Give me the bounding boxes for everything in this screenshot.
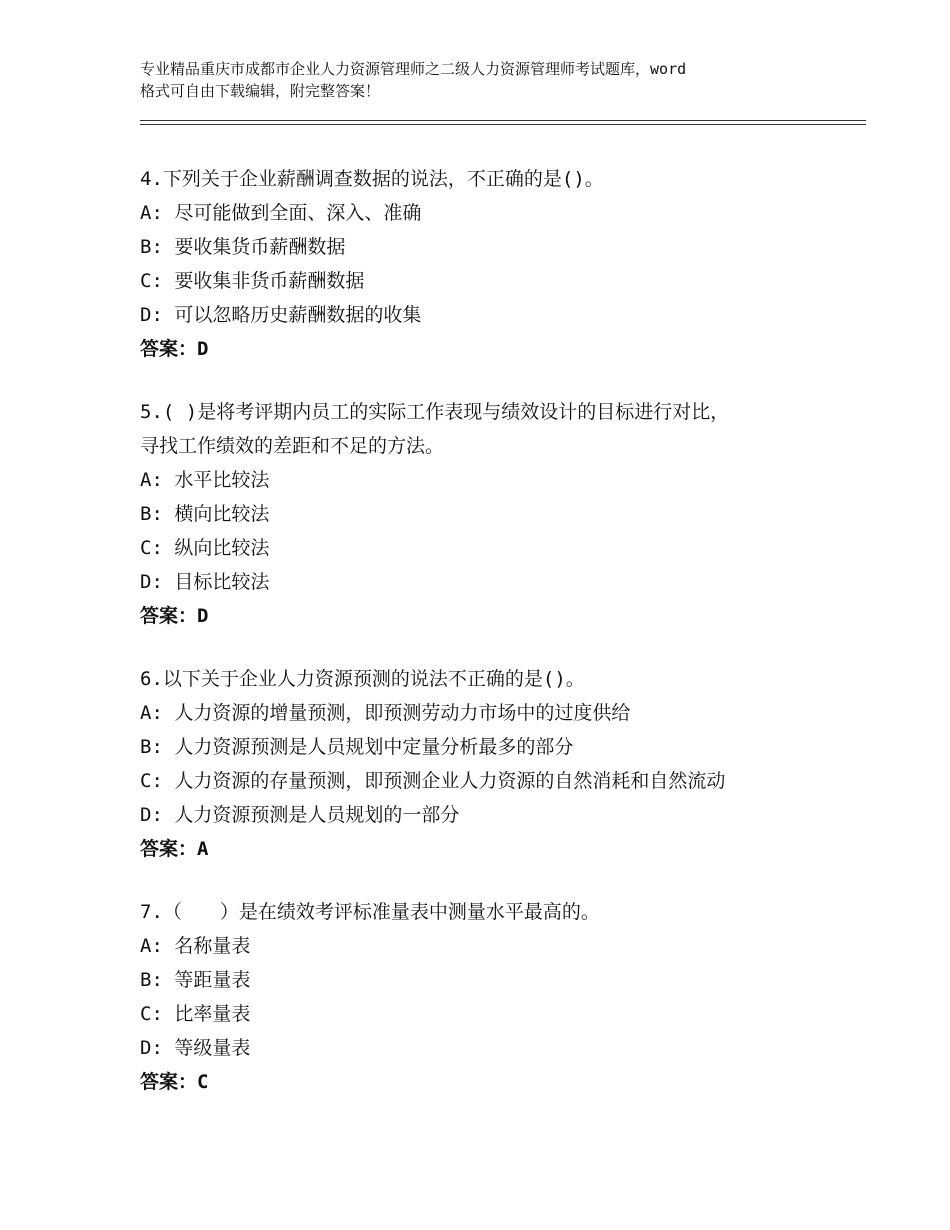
option-d: D: 可以忽略历史薪酬数据的收集 bbox=[140, 304, 422, 326]
option-a: A: 名称量表 bbox=[140, 935, 251, 957]
header-divider bbox=[140, 120, 866, 126]
answer-label: 答案：C bbox=[140, 1071, 209, 1093]
question-stem-line-1: 5.( )是将考评期内员工的实际工作表现与绩效设计的目标进行对比， bbox=[140, 401, 730, 423]
document-header bbox=[140, 58, 840, 102]
option-c: C: 纵向比较法 bbox=[140, 537, 270, 559]
option-d: D: 目标比较法 bbox=[140, 571, 270, 593]
option-c: C: 比率量表 bbox=[140, 1003, 251, 1025]
answer-label: 答案：A bbox=[140, 838, 209, 860]
option-c: C: 要收集非货币薪酬数据 bbox=[140, 270, 365, 292]
option-a: A: 尽可能做到全面、深入、准确 bbox=[140, 202, 422, 224]
option-a: A: 水平比较法 bbox=[140, 469, 270, 491]
question-stem-line-2: 寻找工作绩效的差距和不足的方法。 bbox=[140, 435, 445, 457]
question-stem: 4.下列关于企业薪酬调查数据的说法，不正确的是()。 bbox=[140, 168, 604, 190]
header-line-1: 专业精品重庆市成都市企业人力资源管理师之二级人力资源管理师考试题库，word bbox=[140, 60, 687, 78]
option-d: D: 人力资源预测是人员规划的一部分 bbox=[140, 804, 460, 826]
option-a: A: 人力资源的增量预测，即预测劳动力市场中的过度供给 bbox=[140, 702, 631, 724]
question-stem: 7.（ ）是在绩效考评标准量表中测量水平最高的。 bbox=[140, 901, 600, 923]
option-c: C: 人力资源的存量预测，即预测企业人力资源的自然消耗和自然流动 bbox=[140, 770, 726, 792]
option-d: D: 等级量表 bbox=[140, 1037, 251, 1059]
option-b: B: 横向比较法 bbox=[140, 503, 270, 525]
option-b: B: 人力资源预测是人员规划中定量分析最多的部分 bbox=[140, 736, 574, 758]
option-b: B: 等距量表 bbox=[140, 969, 251, 991]
question-5 bbox=[140, 395, 840, 633]
question-list bbox=[140, 162, 840, 1128]
question-4 bbox=[140, 162, 840, 366]
header-line-2: 格式可自由下载编辑，附完整答案！ bbox=[140, 82, 381, 100]
question-6 bbox=[140, 662, 840, 866]
answer-label: 答案：D bbox=[140, 605, 209, 627]
option-b: B: 要收集货币薪酬数据 bbox=[140, 236, 346, 258]
answer-label: 答案：D bbox=[140, 338, 209, 360]
question-stem: 6.以下关于企业人力资源预测的说法不正确的是()。 bbox=[140, 668, 585, 690]
question-7 bbox=[140, 895, 840, 1099]
